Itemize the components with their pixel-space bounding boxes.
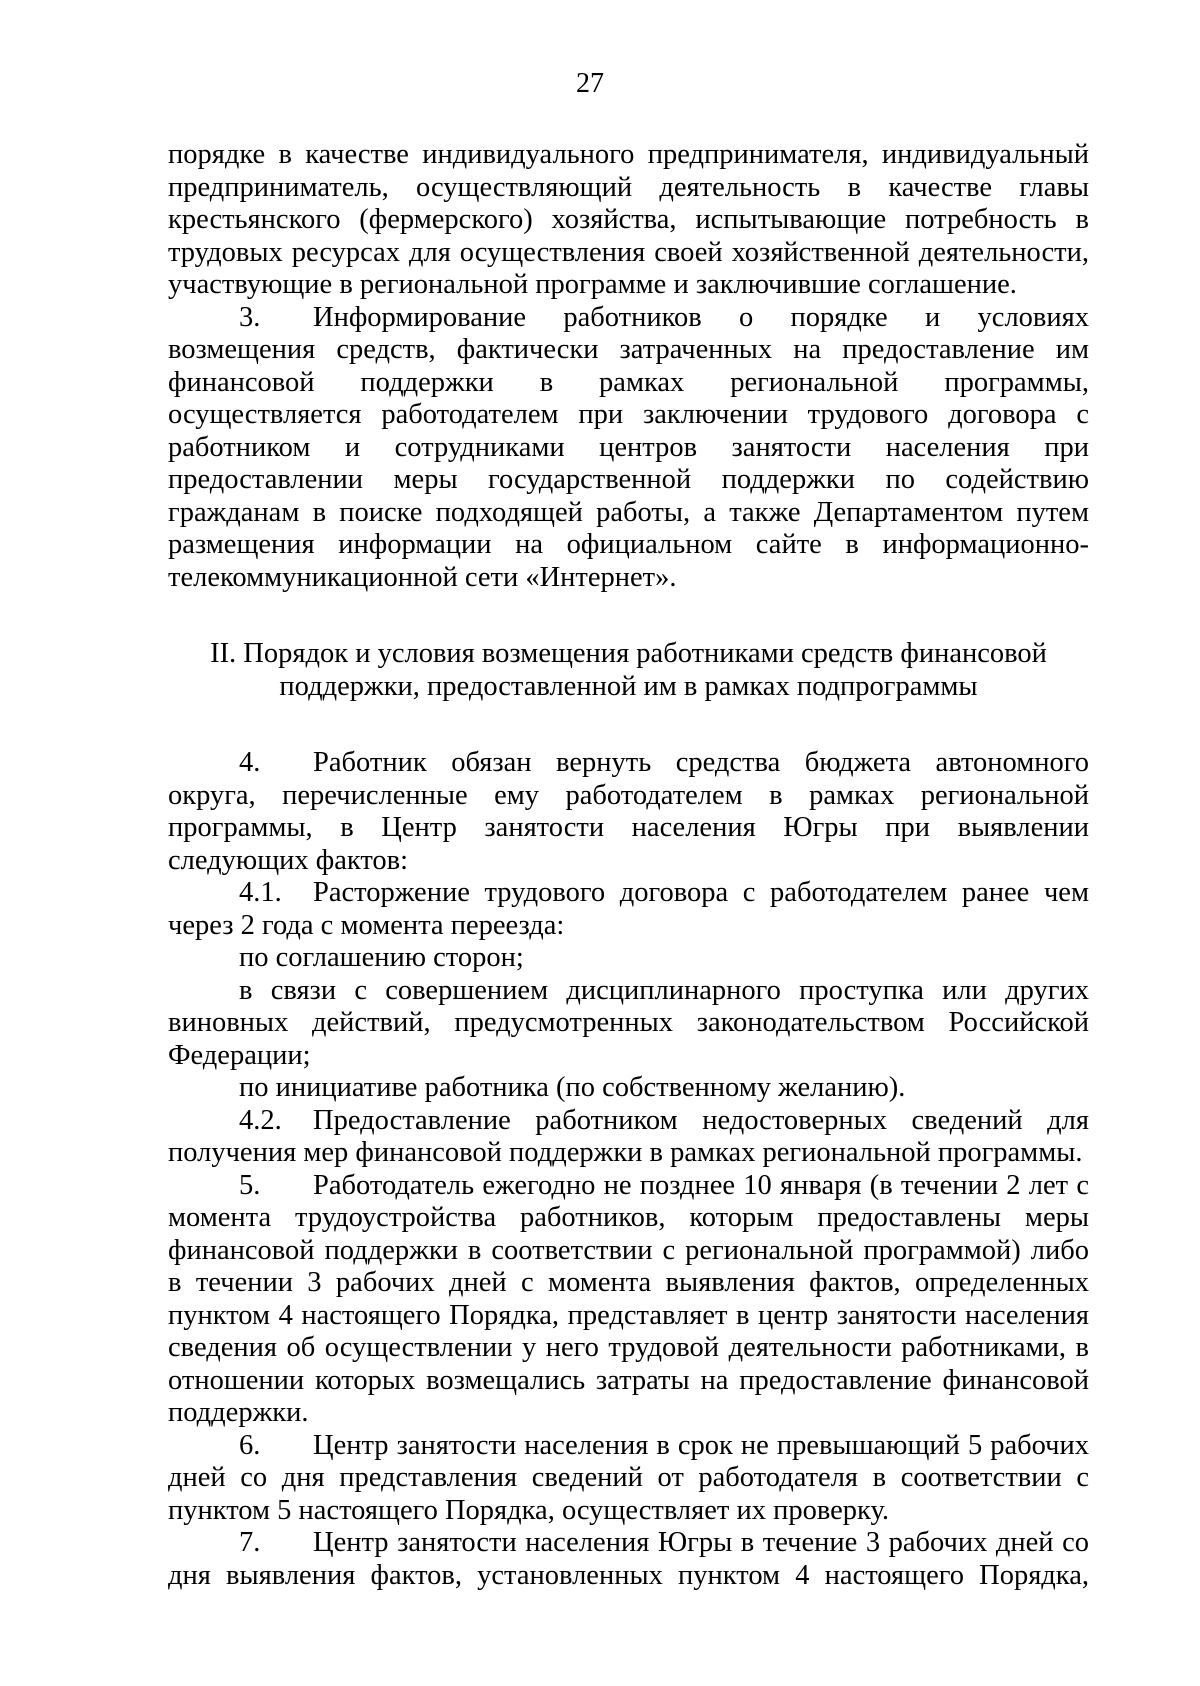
paragraph-number: 5. — [239, 1169, 261, 1201]
paragraph-6 — [168, 1430, 1089, 1528]
list-item-own-initiative: по инициативе работника (по собственному желанию). — [239, 1072, 906, 1103]
paragraph-text: Информирование работников о порядке и условиях возмещения средств, фактически затраченных на предоставление им финансовой поддержки в рамках региональной программы, осуществляется работодателем при заключении трудового договора с работником и сотрудниками центров занятости населения при предоставлении меры государственной поддержки по содействию гражданам в поиске подходящей работы, а также Департаментом путем размещения информации на официальном сайте в информационно-телекоммуникационной сети «Интернет». — [168, 301, 1089, 593]
paragraph-4-1 — [168, 877, 1089, 942]
paragraph-text: Центр занятости населения Югры в течение 3 рабочих дней со дня выявления фактов, установленных пунктом 4 настоящего Порядка, — [168, 1527, 1089, 1591]
list-item-disciplinary: в связи с совершением дисциплинарного проступка или других виновных действий, предусмотренных законодательством Российской Федерации; — [168, 974, 1089, 1071]
paragraph-text: Работник обязан вернуть средства бюджета автономного округа, перечисленные ему работодателем в рамках региональной программы, в Центр занятости населения Югры при выявлении следующих фактов: — [168, 747, 1089, 876]
paragraph-number: 4.1. — [239, 877, 282, 908]
paragraph-number: 7. — [239, 1527, 261, 1558]
paragraph-3 — [168, 302, 1089, 595]
paragraph-number: 6. — [239, 1429, 261, 1461]
paragraph-7 — [168, 1527, 1089, 1592]
paragraph-text: Работодатель ежегодно не позднее 10 января (в течении 2 лет с момента трудоустройства работников, которым предоставлены меры финансовой поддержки в соответствии с региональной программой) либо в течении 3 рабочих дней с момента выявления фактов, определенных пунктом 4 настоящего Порядка, представляет в центр занятости населения сведения об осуществлении у него трудовой деятельности работниками, в отношении которых возмещались затраты на предоставление финансовой поддержки. — [168, 1169, 1089, 1428]
section-heading — [168, 638, 1089, 703]
list-item-agreement: по соглашению сторон; — [239, 942, 524, 973]
document-body — [168, 139, 1089, 1592]
paragraph-4-2 — [168, 1105, 1089, 1170]
paragraph-number: 4. — [239, 747, 261, 778]
paragraph-5 — [168, 1170, 1089, 1430]
section-heading-line-2: поддержки, предоставленной им в рамках подпрограммы — [279, 670, 978, 702]
section-heading-line-1: II. Порядок и условия возмещения работниками средств финансовой — [210, 638, 1047, 669]
paragraph-number: 3. — [239, 301, 261, 333]
paragraph-4 — [168, 747, 1089, 877]
paragraph-continuation: порядке в качестве индивидуального предпринимателя, индивидуальный предприниматель, осуществляющий деятельность в качестве главы крестьянского (фермерского) хозяйства, испытывающие потребность в трудовых ресурсах для осуществления своей хозяйственной деятельности, участвующие в региональной программе и заключившие соглашение. — [168, 139, 1089, 300]
paragraph-number: 4.2. — [239, 1104, 282, 1136]
page-number: 27 — [576, 68, 604, 99]
paragraph-text: Центр занятости населения в срок не превышающий 5 рабочих дней со дня представления сведений от работодателя в соответствии с пунктом 5 настоящего Порядка, осуществляет их проверку. — [168, 1429, 1089, 1526]
paragraph-text: Предоставление работником недостоверных сведений для получения мер финансовой поддержки в рамках региональной программы. — [168, 1104, 1089, 1168]
paragraph-text: Расторжение трудового договора с работодателем ранее чем через 2 года с момента переезда: — [168, 877, 1089, 941]
